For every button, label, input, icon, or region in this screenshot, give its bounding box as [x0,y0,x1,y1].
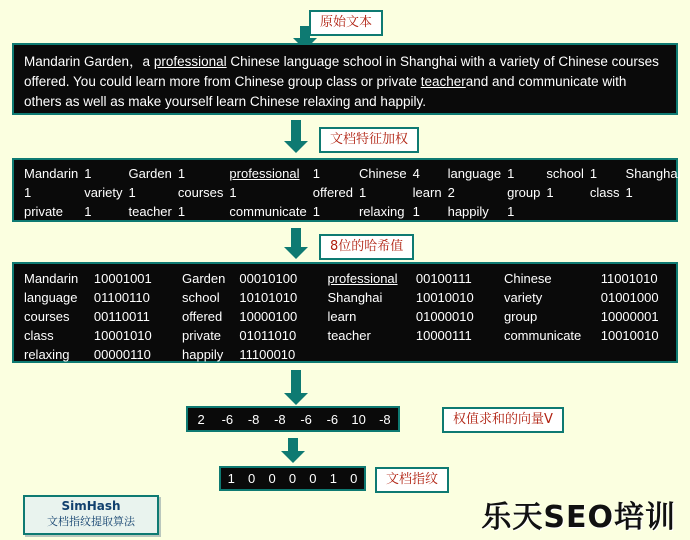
hash-bits: 10000001 [600,309,659,324]
table-row [24,184,687,203]
fingerprint-bit: 0 [350,471,358,486]
hash-bits: 00100111 [415,271,472,286]
hash-bits: 10010010 [600,328,659,343]
label-feature-weighting: 文档特征加权 [319,127,419,153]
vector-cell: -6 [326,411,339,427]
weight-value: 1 [312,166,320,181]
weighted-terms-table [24,165,687,222]
vector-cell: -8 [274,411,286,427]
arrow-to-original-text [300,26,310,39]
hash-bits: 10101010 [239,290,298,305]
fingerprint-bit: 0 [248,471,256,486]
hash-bits: 10001001 [93,271,152,286]
hash-values-box [12,262,678,363]
weight-value: 1 [507,204,515,219]
hash-term: professional [327,271,398,286]
vector-cell: -6 [300,411,312,427]
weight-term: happily [447,204,489,219]
fingerprint-cells [221,468,364,489]
simhash-badge-title: SimHash [61,499,121,513]
hash-term: school [182,290,220,305]
hash-term: variety [503,290,543,305]
weight-value: 1 [625,185,633,200]
arrow-to-fingerprint [288,438,298,452]
label-hash-values: 8位的哈希值 [319,234,414,260]
weight-term: communicate [229,204,307,219]
table-row [24,269,668,288]
weight-value: 1 [229,185,237,200]
weight-value: 2 [447,185,455,200]
vector-cell: 10 [351,411,366,427]
weight-term: class [589,185,620,200]
hash-term: Mandarin [24,271,79,286]
fingerprint-bit: 0 [309,471,317,486]
table-row [24,345,668,364]
hash-bits: 01001000 [600,290,659,305]
table-row [24,307,668,326]
original-text-line1-a: Mandarin Garden [24,54,130,69]
hash-bits: 10001010 [93,328,152,343]
weight-term: teacher [128,204,172,219]
hash-bits: 10000100 [239,309,298,324]
hash-term: Garden [182,271,226,286]
weight-term: courses [177,185,224,200]
label-document-fingerprint: 文档指纹 [375,467,449,493]
vector-cell: -8 [379,411,391,427]
weight-term: Chinese [358,166,407,181]
label-original-text: 原始文本 [309,10,383,36]
hash-term: class [24,328,54,343]
hash-term: teacher [327,328,371,343]
document-fingerprint-box [219,466,366,491]
hash-term: courses [24,309,70,324]
hash-term: Shanghai [327,290,383,305]
weight-value: 1 [589,166,598,181]
weight-value: 1 [507,166,515,181]
weight-term: relaxing [358,204,405,219]
vector-cell: -8 [247,411,260,427]
weight-value: 1 [84,204,92,219]
weight-value: 1 [177,204,186,219]
weight-term: offered [312,185,353,200]
arrow-to-hash [291,228,301,248]
weight-value: 1 [312,204,320,219]
weight-value: 1 [177,166,186,181]
weight-term: private [24,204,64,219]
weight-term: Garden [128,166,172,181]
weight-sum-vector-box [186,406,400,432]
weight-value: 1 [412,204,420,219]
hash-bits: 10010010 [415,290,474,305]
original-text-line3: communicate with others as well as make yourself learn Chinese relaxing and happily. [24,74,627,109]
weight-term: group [507,185,541,200]
weighted-terms-box [12,158,681,222]
hash-bits: 01000010 [415,309,474,324]
vector-cells [188,408,398,430]
hash-term: relaxing [24,347,70,362]
simhash-badge-subtitle: 文档指纹提取算法 [47,515,135,528]
arrow-to-vector [291,370,301,394]
table-row [24,288,668,307]
hash-term: group [503,309,538,324]
table-row [24,203,687,222]
hash-bits: 00110011 [93,309,150,324]
hash-bits: 00000110 [93,347,151,362]
hash-bits: 11001010 [600,271,658,286]
weight-value: 1 [546,185,554,200]
arrow-to-weighting [291,120,301,142]
fingerprint-bit: 1 [329,471,337,486]
hash-term: learn [327,309,357,324]
hash-term: offered [182,309,223,324]
table-row [24,326,668,345]
simhash-badge [23,495,159,535]
weight-term: variety [84,185,123,200]
hash-term: language [24,290,78,305]
weight-term: Mandarin [24,166,79,181]
weight-value: 1 [24,185,32,200]
hash-values-table [24,269,668,364]
weight-value: 1 [358,185,367,200]
original-text-line1-b: ，a professional Chinese language school in Shanghai with a variety of Chinese [129,54,608,69]
weight-value: 4 [412,166,420,181]
original-text-box [12,43,678,115]
hash-bits: 10000111 [415,328,472,343]
original-text-line2: courses offered. You could learn more from Chinese group class or private teacherand and [24,54,659,89]
vector-cell: 2 [197,411,205,427]
fingerprint-bit: 0 [288,471,297,486]
hash-term: happily [182,347,224,362]
watermark-text: 乐天SEO培训 [481,500,676,535]
table-row [24,165,687,184]
vector-cell: -6 [221,411,234,427]
hash-bits: 01100110 [93,290,150,305]
hash-bits: 01011010 [239,328,297,343]
hash-term: Chinese [503,271,552,286]
weight-value: 1 [128,185,136,200]
weight-value: 1 [84,166,92,181]
fingerprint-bit: 1 [227,471,235,486]
label-weight-sum-vector: 权值求和的向量V [442,407,564,433]
hash-bits: 00010100 [239,271,298,286]
hash-bits: 11100010 [239,347,296,362]
fingerprint-bit: 0 [268,471,276,486]
weight-term: language [447,166,502,181]
weight-term: Shanghai [625,166,681,181]
hash-term: private [182,328,222,343]
weight-term: school [546,166,584,181]
weight-term: professional [229,166,300,181]
hash-term: communicate [503,328,582,343]
weight-term: learn [412,185,442,200]
